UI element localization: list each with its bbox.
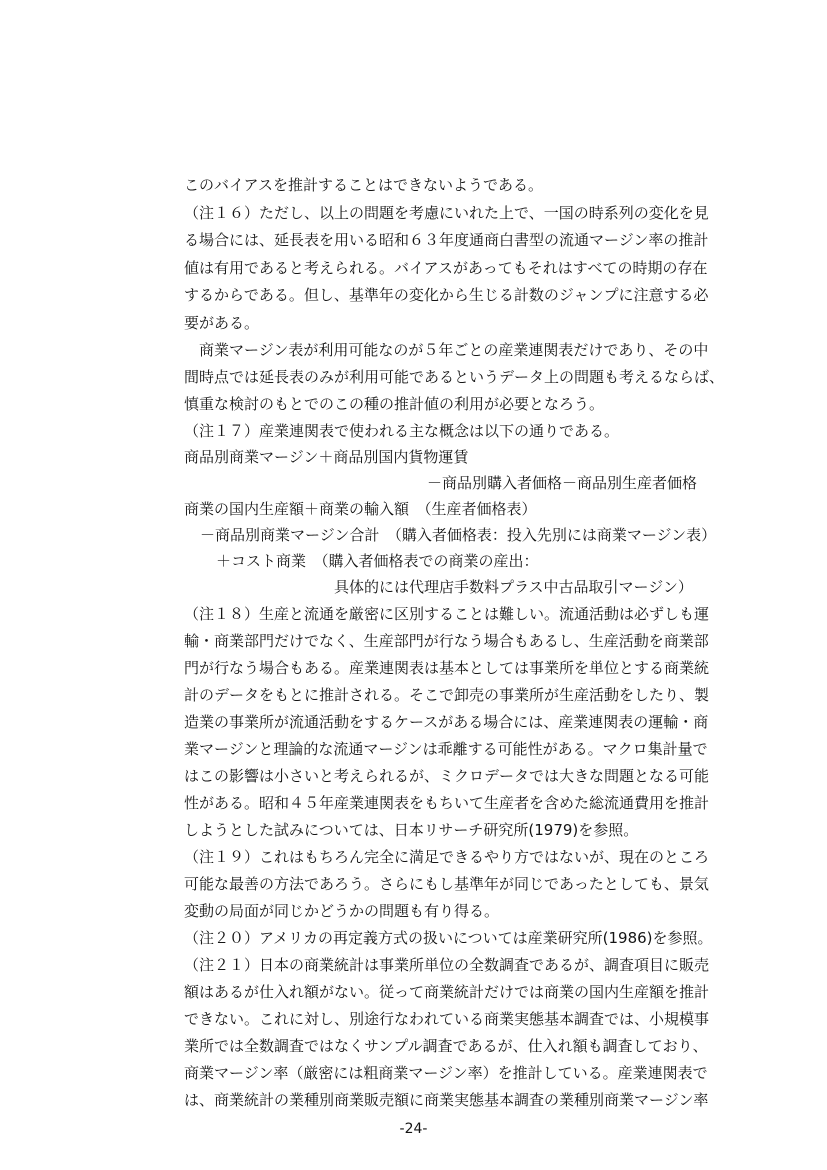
text-line: 具体的には代理店手数料プラス中古品取引マージン） xyxy=(334,578,693,596)
text-line: 商品別商業マージン＋商品別国内貨物運賃 xyxy=(184,448,469,466)
text-line: 間時点では延長表のみが利用可能であるというデータ上の問題も考えるならば、 xyxy=(184,368,725,386)
text-line: 要がある。 xyxy=(184,314,260,332)
text-line: （注１８）生産と流通を厳密に区別することは難しい。流通活動は必ずしも運 xyxy=(184,605,710,623)
text-line: （注１７）産業連関表で使われる主な概念は以下の通りである。 xyxy=(184,422,620,440)
text-line: 造業の事業所が流通活動をするケースがある場合には、産業連関表の運輸・商 xyxy=(184,713,709,731)
text-line: 商業の国内生産額＋商業の輸入額 （生産者価格表） xyxy=(184,500,537,518)
text-line: ＋コスト商業 （購入者価格表での商業の産出： xyxy=(216,552,539,570)
text-line: （注２１）日本の商業統計は事業所単位の全数調査であるが、調査項目に販売 xyxy=(184,956,710,974)
text-line: 業所では全数調査ではなくサンプル調査であるが、仕入れ額も調査しており、 xyxy=(184,1037,708,1055)
text-line: はこの影響は小さいと考えられるが、ミクロデータでは大きな問題となる可能 xyxy=(184,767,710,785)
text-line: 門が行なう場合もある。産業連関表は基本としては事業所を単位とする商業統 xyxy=(184,659,710,677)
text-line: は、商業統計の業種別商業販売額に商業実態基本調査の業種別商業マージン率 xyxy=(184,1091,709,1109)
page-number: -24- xyxy=(399,1121,428,1137)
text-line: しようとした試みについては、日本リサーチ研究所(1979)を参照。 xyxy=(184,821,639,839)
text-line: －商品別購入者価格－商品別生産者価格 xyxy=(427,474,698,492)
text-line: （注１６）ただし、以上の問題を考慮にいれた上で、一国の時系列の変化を見 xyxy=(184,204,709,222)
text-line: （注２０）アメリカの再定義方式の扱いについては産業研究所(1986)を参照。 xyxy=(184,929,713,947)
text-line: （注１９）これはもちろん完全に満足できるやり方ではないが、現在のところ xyxy=(184,848,710,866)
text-line: 慎重な検討のもとでのこの種の推計値の利用が必要となろう。 xyxy=(184,395,605,413)
text-line: 商業マージン表が利用可能なのが５年ごとの産業連関表だけであり、その中 xyxy=(184,341,709,359)
text-line: 変動の局面が同じかどうかの問題も有り得る。 xyxy=(184,902,500,920)
text-line: 計のデータをもとに推計される。そこで卸売の事業所が生産活動をしたり、製 xyxy=(184,686,710,704)
text-line: る場合には、延長表を用いる昭和６３年度通商白書型の流通マージン率の推計 xyxy=(184,231,709,249)
text-line: 可能な最善の方法であろう。さらにもし基準年が同じであったとしても、景気 xyxy=(184,875,709,893)
text-line: 額はあるが仕入れ額がない。従って商業統計だけでは商業の国内生産額を推計 xyxy=(184,983,710,1001)
text-line: 業マージンと理論的な流通マージンは乖離する可能性がある。マクロ集計量で xyxy=(184,740,708,758)
text-line: するからである。但し、基準年の変化から生じる計数のジャンプに注意する必 xyxy=(184,286,709,304)
text-line: できない。これに対し、別途行なわれている商業実態基本調査では、小規模事 xyxy=(184,1010,710,1028)
text-line: 輸・商業部門だけでなく、生産部門が行なう場合もあるし、生産活動を商業部 xyxy=(184,632,709,650)
text-line: このバイアスを推計することはできないようである。 xyxy=(184,176,543,194)
text-line: －商品別商業マージン合計 （購入者価格表：投入先別には商業マージン表） xyxy=(200,526,717,544)
text-line: 性がある。昭和４５年産業連関表をもちいて生産者を含めた総流通費用を推計 xyxy=(184,794,710,812)
text-line: 値は有用であると考えられる。バイアスがあってもそれはすべての時期の存在 xyxy=(184,259,708,277)
text-line: 商業マージン率（厳密には粗商業マージン率）を推計している。産業連関表で xyxy=(184,1064,708,1082)
